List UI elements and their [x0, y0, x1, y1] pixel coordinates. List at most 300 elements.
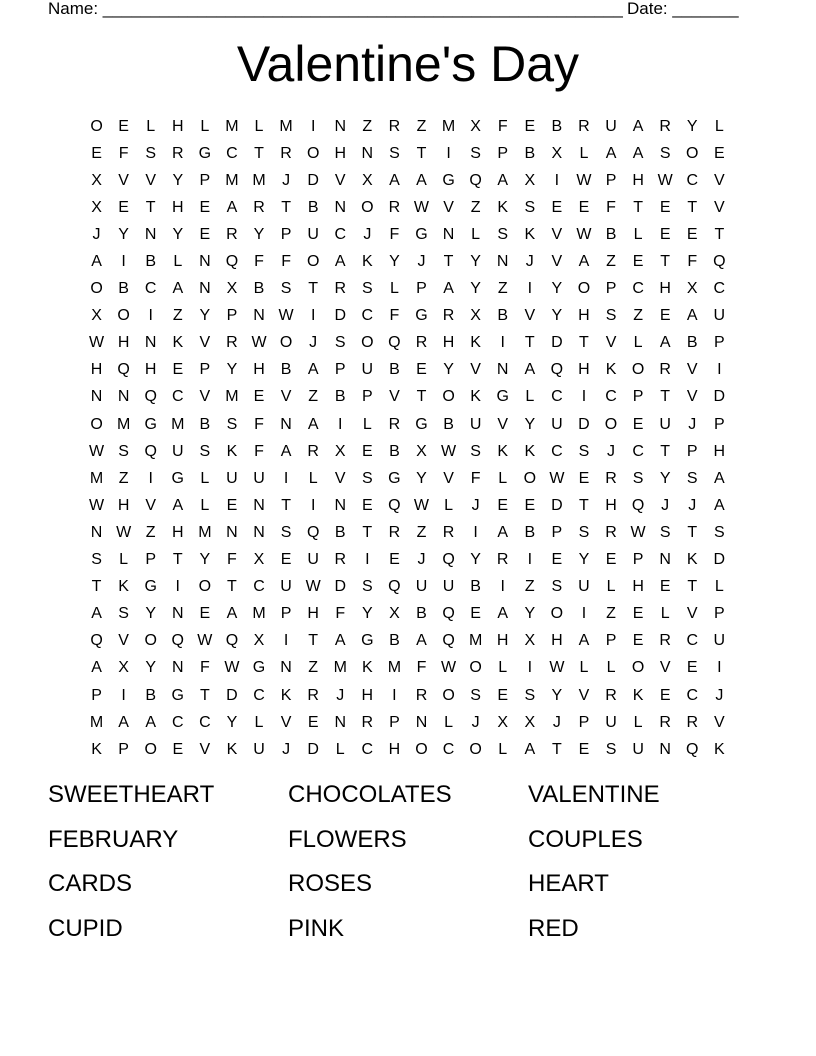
grid-letter: X: [470, 117, 481, 135]
grid-letter: N: [171, 659, 184, 677]
grid-letter: L: [200, 496, 210, 514]
grid-letter: L: [119, 551, 129, 569]
grid-letter: P: [714, 605, 725, 623]
grid-letter: A: [416, 171, 427, 189]
grid-letter: P: [280, 225, 292, 243]
grid-letter: I: [473, 523, 478, 541]
grid-letter: I: [500, 578, 505, 596]
grid-letter: Y: [145, 659, 157, 677]
grid-row: [83, 547, 733, 574]
grid-letter: I: [554, 171, 560, 189]
grid-letter: D: [307, 740, 319, 758]
grid-letter: Y: [416, 469, 427, 487]
grid-letter: S: [226, 415, 238, 433]
grid-letter: R: [280, 144, 292, 162]
grid-letter: R: [686, 713, 699, 731]
grid-letter: V: [443, 198, 454, 216]
grid-letter: S: [714, 523, 725, 541]
grid-letter: X: [416, 442, 427, 460]
grid-letter: L: [714, 117, 724, 135]
grid-letter: T: [199, 686, 210, 704]
grid-letter: C: [605, 388, 617, 406]
grid-letter: A: [91, 605, 102, 623]
grid-letter: L: [146, 117, 156, 135]
grid-letter: I: [527, 551, 533, 569]
grid-letter: R: [605, 523, 617, 541]
grid-letter: O: [361, 334, 374, 352]
grid-letter: S: [361, 578, 373, 596]
grid-letter: R: [659, 632, 671, 650]
grid-letter: A: [524, 361, 536, 379]
grid-letter: V: [524, 307, 536, 325]
grid-letter: A: [91, 253, 102, 271]
grid-letter: I: [446, 144, 451, 162]
grid-letter: A: [91, 659, 102, 677]
grid-letter: L: [200, 117, 210, 135]
word-list-item: VALENTINE: [528, 781, 660, 808]
grid-letter: J: [282, 171, 291, 189]
grid-letter: L: [606, 578, 616, 596]
grid-letter: V: [605, 334, 617, 352]
grid-letter: W: [88, 496, 105, 514]
grid-letter: D: [334, 307, 347, 325]
grid-letter: C: [171, 713, 184, 731]
grid-letter: Y: [551, 280, 563, 298]
grid-letter: Q: [144, 388, 157, 406]
grid-letter: L: [471, 225, 481, 243]
grid-letter: V: [280, 713, 292, 731]
grid-row: [83, 140, 733, 167]
grid-letter: J: [471, 496, 480, 514]
grid-letter: Y: [199, 307, 211, 325]
grid-letter: S: [470, 686, 481, 704]
grid-letter: S: [470, 144, 481, 162]
grid-row: [83, 248, 733, 275]
grid-letter: I: [310, 307, 316, 325]
grid-letter: R: [605, 686, 617, 704]
grid-letter: V: [443, 469, 454, 487]
grid-letter: L: [254, 713, 264, 731]
word-list-item: CARDS: [48, 870, 133, 897]
grid-letter: G: [144, 415, 157, 433]
grid-letter: E: [497, 686, 509, 704]
grid-letter: B: [199, 415, 211, 433]
grid-letter: L: [714, 578, 724, 596]
grid-letter: M: [333, 659, 347, 677]
grid-letter: J: [688, 496, 697, 514]
grid-letter: K: [497, 442, 509, 460]
grid-letter: I: [527, 659, 533, 677]
grid-letter: X: [497, 713, 509, 731]
grid-letter: S: [280, 280, 292, 298]
grid-letter: X: [551, 144, 563, 162]
grid-letter: L: [579, 659, 589, 677]
grid-letter: L: [498, 740, 508, 758]
grid-letter: P: [280, 605, 292, 623]
grid-letter: A: [524, 740, 536, 758]
grid-letter: D: [713, 388, 726, 406]
grid-letter: I: [310, 117, 316, 135]
grid-letter: V: [118, 171, 129, 189]
grid-letter: S: [524, 198, 536, 216]
grid-letter: E: [551, 198, 563, 216]
grid-letter: W: [630, 523, 646, 541]
grid-letter: B: [334, 523, 346, 541]
grid-letter: I: [365, 551, 370, 569]
grid-letter: Q: [442, 551, 455, 569]
grid-letter: R: [415, 334, 428, 352]
grid-letter: B: [118, 280, 129, 298]
grid-letter: Q: [171, 632, 184, 650]
grid-letter: E: [199, 605, 211, 623]
grid-letter: T: [91, 578, 102, 596]
grid-letter: A: [497, 523, 509, 541]
grid-letter: W: [197, 632, 213, 650]
grid-letter: Q: [442, 632, 455, 650]
grid-letter: V: [714, 198, 725, 216]
grid-letter: V: [389, 388, 400, 406]
grid-letter: R: [334, 280, 347, 298]
grid-letter: P: [334, 361, 346, 379]
word-list-item: CHOCOLATES: [288, 781, 452, 808]
grid-letter: H: [388, 740, 401, 758]
grid-letter: N: [253, 523, 265, 541]
grid-letter: B: [524, 144, 536, 162]
grid-letter: E: [389, 551, 400, 569]
grid-letter: K: [470, 334, 481, 352]
grid-letter: X: [91, 198, 102, 216]
grid-letter: G: [415, 307, 428, 325]
grid-letter: I: [175, 578, 180, 596]
grid-letter: N: [280, 659, 292, 677]
grid-letter: A: [226, 198, 238, 216]
grid-letter: E: [226, 496, 238, 514]
grid-letter: O: [442, 686, 455, 704]
grid-row: [83, 113, 733, 140]
grid-letter: N: [334, 713, 347, 731]
grid-letter: Z: [470, 198, 481, 216]
grid-letter: Z: [308, 659, 319, 677]
grid-row: [83, 736, 733, 763]
grid-letter: M: [252, 605, 266, 623]
grid-letter: D: [334, 578, 347, 596]
grid-letter: F: [389, 307, 400, 325]
grid-letter: U: [632, 740, 644, 758]
grid-letter: L: [660, 605, 670, 623]
grid-letter: Z: [633, 307, 643, 325]
grid-letter: U: [361, 361, 374, 379]
grid-letter: G: [415, 415, 428, 433]
grid-letter: E: [172, 740, 184, 758]
grid-letter: A: [443, 280, 454, 298]
word-list-item: SWEETHEART: [48, 781, 215, 808]
grid-letter: J: [661, 496, 670, 514]
grid-letter: N: [253, 307, 265, 325]
grid-letter: S: [145, 144, 157, 162]
grid-letter: C: [171, 388, 184, 406]
grid-letter: L: [633, 225, 643, 243]
grid-letter: B: [253, 280, 265, 298]
grid-letter: K: [605, 361, 617, 379]
grid-letter: H: [171, 523, 184, 541]
grid-letter: D: [307, 171, 319, 189]
grid-letter: X: [524, 713, 536, 731]
grid-letter: Y: [226, 361, 238, 379]
grid-letter: P: [91, 686, 102, 704]
page-title: Valentine's Day: [236, 36, 580, 92]
grid-letter: I: [581, 388, 587, 406]
grid-letter: V: [551, 225, 563, 243]
grid-letter: O: [144, 632, 157, 650]
grid-letter: G: [252, 659, 266, 677]
grid-letter: P: [416, 280, 427, 298]
grid-letter: B: [497, 307, 509, 325]
grid-letter: F: [254, 442, 264, 460]
grid-letter: R: [388, 117, 401, 135]
grid-letter: O: [604, 415, 618, 433]
grid-letter: C: [144, 280, 157, 298]
grid-letter: B: [280, 361, 292, 379]
grid-letter: E: [632, 632, 644, 650]
grid-letter: C: [551, 388, 563, 406]
grid-letter: E: [659, 578, 671, 596]
grid-letter: L: [444, 713, 453, 731]
grid-letter: P: [361, 388, 373, 406]
grid-letter: O: [577, 280, 591, 298]
grid-letter: F: [687, 253, 698, 271]
grid-letter: H: [334, 144, 347, 162]
grid-letter: O: [306, 253, 320, 271]
grid-letter: K: [118, 578, 129, 596]
grid-letter: U: [253, 469, 265, 487]
grid-letter: O: [306, 144, 320, 162]
grid-letter: N: [117, 388, 130, 406]
grid-letter: W: [413, 496, 430, 514]
grid-letter: K: [632, 686, 644, 704]
grid-letter: S: [605, 740, 617, 758]
grid-letter: T: [281, 198, 291, 216]
grid-letter: Y: [551, 686, 563, 704]
grid-row: [83, 709, 733, 736]
grid-letter: R: [388, 198, 401, 216]
grid-letter: C: [226, 144, 238, 162]
grid-letter: R: [388, 523, 401, 541]
grid-row: [83, 194, 733, 221]
grid-letter: G: [415, 225, 428, 243]
grid-letter: A: [172, 280, 184, 298]
grid-letter: D: [578, 415, 590, 433]
grid-letter: E: [632, 415, 644, 433]
grid-letter: U: [713, 632, 726, 650]
grid-letter: E: [686, 225, 698, 243]
grid-letter: P: [497, 144, 509, 162]
grid-letter: N: [415, 713, 428, 731]
grid-letter: F: [470, 469, 481, 487]
grid-letter: L: [254, 117, 264, 135]
grid-letter: S: [361, 469, 373, 487]
grid-letter: A: [497, 171, 509, 189]
grid-letter: J: [715, 686, 724, 704]
grid-letter: S: [280, 523, 292, 541]
grid-letter: H: [578, 361, 590, 379]
grid-letter: Z: [606, 253, 616, 271]
grid-letter: T: [687, 578, 698, 596]
grid-letter: Y: [470, 280, 481, 298]
word-list-item: RED: [528, 914, 579, 942]
grid-letter: A: [632, 144, 644, 162]
grid-letter: M: [89, 713, 104, 731]
grid-letter: S: [524, 686, 536, 704]
grid-letter: U: [171, 442, 184, 460]
grid-letter: A: [389, 171, 400, 189]
grid-letter: V: [714, 171, 725, 189]
grid-letter: T: [687, 523, 698, 541]
grid-letter: H: [117, 334, 130, 352]
grid-letter: N: [496, 253, 509, 271]
grid-letter: A: [578, 253, 590, 271]
grid-letter: L: [389, 280, 399, 298]
grid-letter: C: [334, 225, 347, 243]
grid-letter: J: [92, 225, 101, 243]
grid-letter: G: [496, 388, 509, 406]
grid-letter: J: [336, 686, 345, 704]
grid-letter: B: [524, 523, 536, 541]
grid-letter: P: [226, 307, 238, 325]
grid-letter: E: [659, 225, 671, 243]
grid-letter: F: [416, 659, 427, 677]
grid-letter: F: [335, 605, 346, 623]
grid-letter: O: [90, 117, 103, 135]
grid-letter: H: [90, 361, 103, 379]
grid-letter: A: [686, 307, 698, 325]
grid-letter: A: [659, 334, 671, 352]
grid-letter: I: [148, 307, 153, 325]
word-list-item: FEBRUARY: [48, 825, 179, 853]
grid-letter: V: [199, 334, 211, 352]
grid-letter: I: [148, 469, 153, 487]
grid-letter: W: [576, 225, 592, 243]
grid-letter: T: [227, 578, 237, 596]
grid-letter: K: [524, 442, 536, 460]
grid-letter: R: [171, 144, 184, 162]
grid-letter: E: [416, 361, 427, 379]
grid-letter: C: [632, 442, 644, 460]
grid-letter: E: [632, 605, 644, 623]
grid-letter: C: [199, 713, 211, 731]
grid-row: [83, 628, 733, 655]
grid-letter: J: [471, 713, 480, 731]
grid-letter: Y: [226, 713, 238, 731]
grid-letter: U: [659, 415, 671, 433]
grid-letter: Q: [686, 740, 699, 758]
grid-letter: R: [388, 415, 401, 433]
grid-letter: E: [605, 551, 617, 569]
grid-letter: L: [308, 469, 318, 487]
grid-letter: T: [660, 442, 671, 460]
grid-letter: Z: [524, 578, 535, 596]
grid-letter: X: [118, 659, 129, 677]
grid-letter: C: [686, 171, 699, 189]
grid-letter: J: [552, 713, 561, 731]
grid-letter: M: [441, 117, 456, 135]
grid-letter: A: [307, 415, 319, 433]
grid-letter: J: [417, 253, 426, 271]
grid-letter: T: [308, 280, 319, 298]
grid-letter: R: [659, 713, 671, 731]
grid-letter: E: [199, 225, 211, 243]
grid-letter: O: [686, 144, 699, 162]
grid-letter: Y: [551, 307, 563, 325]
grid-letter: J: [607, 442, 616, 460]
grid-letter: T: [660, 388, 671, 406]
grid-letter: L: [579, 144, 589, 162]
grid-letter: N: [144, 334, 157, 352]
grid-letter: J: [525, 253, 534, 271]
grid-letter: E: [118, 198, 129, 216]
grid-letter: V: [686, 388, 698, 406]
grid-letter: T: [281, 496, 291, 514]
grid-letter: T: [172, 551, 183, 569]
grid-row: [83, 357, 733, 384]
grid-letter: Q: [225, 253, 239, 271]
grid-letter: K: [280, 686, 292, 704]
grid-letter: C: [253, 578, 265, 596]
grid-letter: R: [442, 307, 455, 325]
grid-row: [83, 601, 733, 628]
grid-letter: Q: [442, 605, 455, 623]
grid-letter: E: [578, 740, 590, 758]
grid-letter: X: [91, 307, 102, 325]
grid-letter: Y: [524, 605, 536, 623]
grid-letter: W: [549, 469, 565, 487]
grid-letter: I: [717, 361, 722, 379]
grid-letter: S: [686, 469, 698, 487]
grid-letter: Q: [388, 578, 401, 596]
grid-letter: Z: [497, 280, 508, 298]
grid-letter: E: [524, 496, 536, 514]
grid-letter: V: [145, 171, 157, 189]
grid-letter: O: [523, 469, 537, 487]
grid-row: [83, 574, 733, 601]
grid-letter: N: [361, 144, 374, 162]
grid-letter: L: [525, 388, 535, 406]
grid-letter: A: [714, 469, 725, 487]
grid-letter: W: [441, 442, 457, 460]
grid-letter: E: [659, 686, 671, 704]
grid-letter: U: [307, 225, 319, 243]
grid-letter: O: [442, 388, 455, 406]
grid-letter: F: [199, 659, 210, 677]
grid-letter: E: [497, 496, 509, 514]
grid-letter: T: [416, 144, 427, 162]
grid-letter: X: [253, 551, 265, 569]
grid-letter: O: [631, 659, 645, 677]
grid-letter: M: [252, 171, 266, 189]
grid-letter: I: [121, 686, 126, 704]
grid-letter: Z: [172, 307, 183, 325]
grid-letter: X: [91, 171, 102, 189]
grid-letter: E: [632, 253, 644, 271]
grid-letter: S: [91, 551, 102, 569]
grid-letter: T: [362, 523, 373, 541]
grid-letter: T: [416, 388, 427, 406]
grid-letter: P: [145, 551, 157, 569]
grid-letter: F: [281, 253, 291, 271]
grid-letter: G: [361, 632, 374, 650]
grid-letter: C: [253, 686, 265, 704]
grid-letter: T: [714, 225, 725, 243]
grid-letter: R: [253, 198, 265, 216]
